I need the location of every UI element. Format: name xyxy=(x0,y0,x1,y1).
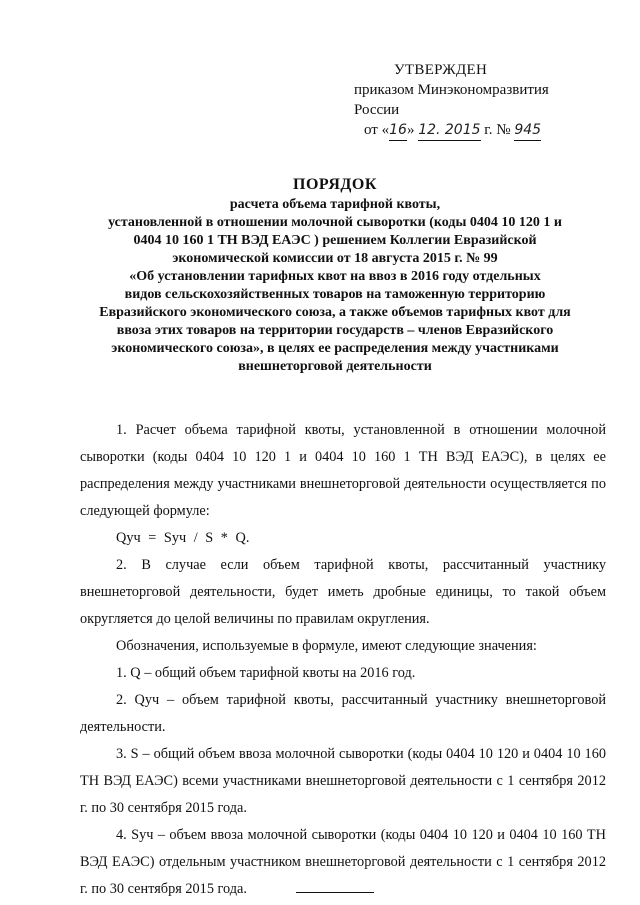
title-line: видов сельскохозяйственных товаров на таможенную территорию xyxy=(124,287,546,302)
document-body xyxy=(80,417,606,903)
title-line: Евразийского экономического союза, а также объемов тарифных квот для xyxy=(99,305,571,320)
approval-heading: УТВЕРЖДЕН xyxy=(394,62,488,78)
date-mid: » xyxy=(406,122,419,138)
title-line: внешнеторговой деятельности xyxy=(238,359,432,374)
title-line: экономического союза», в целях ее распределения между участниками xyxy=(111,341,559,356)
definition-3: 3. S – общий объем ввоза молочной сыворотки (коды 0404 10 120 и 0404 10 160 ТН ВЭД ЕАЭС) всеми участниками внешнеторговой деятельности с 1 сентября 2012 г. по 30 сентября 2015 года. xyxy=(80,746,606,816)
definition-4: 4. Sуч – объем ввоза молочной сыворотки (коды 0404 10 120 и 0404 10 160 ТН ВЭД ЕАЭС) отдельным участником внешнеторговой деятельности с 1 сентября 2012 г. по 30 сентября 2015 года. xyxy=(80,827,606,897)
year-suffix: г. № xyxy=(480,122,511,138)
approval-order-line: приказом Минэкономразвития России xyxy=(354,82,549,118)
title-line: «Об установлении тарифных квот на ввоз в 2016 году отдельных xyxy=(129,269,541,284)
paragraph-2: 2. В случае если объем тарифной квоты, рассчитанный участнику внешнеторговой деятельности, будет иметь дробные единицы, то такой объем округляется до целой величины по правилам округления. xyxy=(80,557,606,627)
document-title xyxy=(60,176,610,376)
title-line: ввоза этих товаров на территории государств – членов Евразийского xyxy=(116,323,554,338)
title-line: 0404 10 160 1 ТН ВЭД ЕАЭС ) решением Коллегии Евразийской xyxy=(133,233,537,248)
title-line: расчета объема тарифной квоты, xyxy=(229,197,441,212)
end-separator-line xyxy=(296,892,374,893)
definition-1: 1. Q – общий объем тарифной квоты на 2016 год. xyxy=(116,665,416,681)
date-day-handwritten: 16 xyxy=(389,120,407,141)
title-line: экономической комиссии от 18 августа 2015 г. № 99 xyxy=(172,251,498,266)
date-prefix: от « xyxy=(364,122,390,138)
paragraph-3: Обозначения, используемые в формуле, имеют следующие значения: xyxy=(116,638,537,654)
order-number-handwritten: 945 xyxy=(514,120,541,141)
approval-stamp xyxy=(326,60,586,141)
formula: Qуч = Sуч / S * Q. xyxy=(116,530,250,546)
title-main: ПОРЯДОК xyxy=(293,176,377,193)
definition-2: 2. Qуч – объем тарифной квоты, рассчитанный участнику внешнеторговой деятельности. xyxy=(80,692,606,735)
date-month-year-handwritten: 12. 2015 xyxy=(418,120,480,141)
title-line: установленной в отношении молочной сыворотки (коды 0404 10 120 1 и xyxy=(108,215,562,230)
approval-date-line xyxy=(364,120,586,141)
paragraph-1: 1. Расчет объема тарифной квоты, установленной в отношении молочной сыворотки (коды 0404 10 120 1 и 0404 10 160 1 ТН ВЭД ЕАЭС), в целях ее распределения между участниками внешнеторговой деятельности осуществляется по следующей формуле: xyxy=(80,422,606,519)
